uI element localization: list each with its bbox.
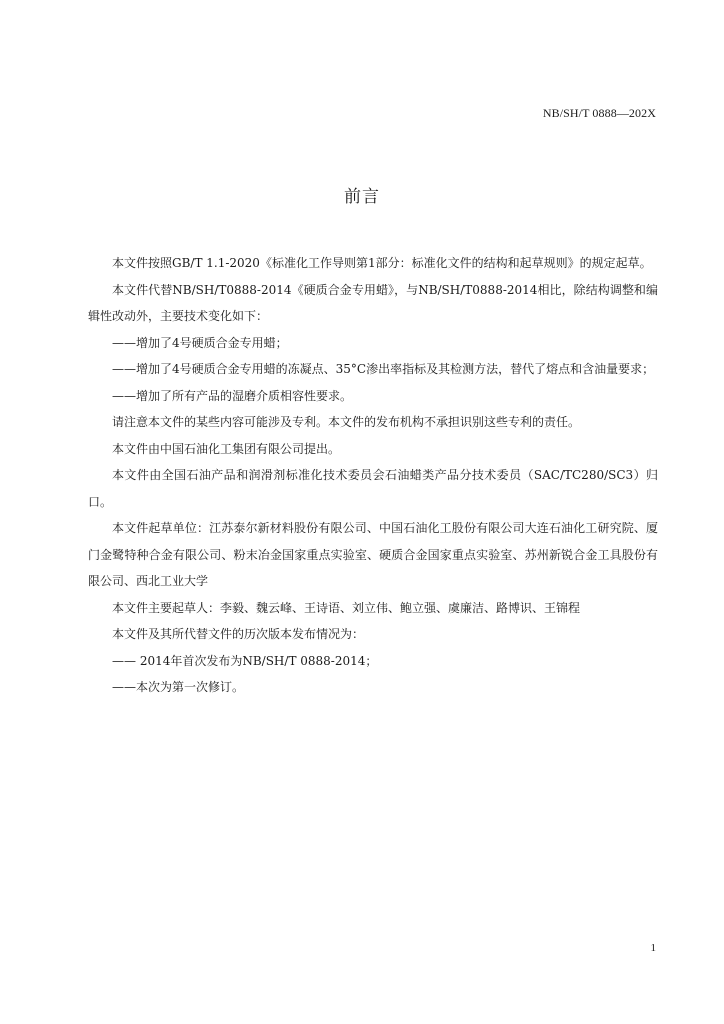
paragraph-proposer: 本文件由中国石油化工集团有限公司提出。 [112,441,341,456]
paragraph-version-history: 本文件及其所代替文件的历次版本发布情况为： [112,627,365,641]
page-number: 1 [650,942,656,954]
paragraph-patent-notice: 请注意本文件的某些内容可能涉及专利。本文件的发布机构不承担识别这些专利的责任。 [112,415,581,429]
change-item-3: ——增加了所有产品的湿磨介质相容性要求。 [112,388,353,403]
paragraph-replacement-note: 本文件代替NB/SH/T0888-2014《硬质合金专用蜡》，与NB/SH/T0888-2014相比，除结构调整和编辑性改动外，主要技术变化如下： [88,282,658,323]
history-item-1: —— 2014年首次发布为NB/SH/T 0888-2014； [112,653,378,668]
paragraph-drafting-basis: 本文件按照GB/T 1.1-2020《标准化工作导则第1部分：标准化文件的结构和起草规则》的规定起草。 [112,256,652,270]
document-number: NB/SH/T 0888—202X [542,106,656,120]
paragraph-committee: 本文件由全国石油产品和润滑剂标准化技术委员会石油蜡类产品分技术委员（SAC/TC280/SC3）归口。 [88,468,658,509]
page-title: 前言 [344,187,380,207]
paragraph-drafting-units: 本文件起草单位：江苏泰尔新材料股份有限公司、中国石油化工股份有限公司大连石油化工研究院、厦门金鹭特种合金有限公司、粉末冶金国家重点实验室、硬质合金国家重点实验室、苏州新锐合金工具股份有限公司、西北工业大学 [88,521,658,588]
history-item-2: ——本次为第一次修订。 [112,680,245,694]
paragraph-drafters: 本文件主要起草人：李毅、魏云峰、王诗语、刘立伟、鲍立强、虞廉洁、路博识、王锦程 [112,600,581,615]
foreword-body [88,250,658,701]
change-item-1: ——增加了4号硬质合金专用蜡； [112,335,288,350]
change-item-2: ——增加了4号硬质合金专用蜡的冻凝点、35°C渗出率指标及其检测方法，替代了熔点和含油量要求； [112,362,655,376]
